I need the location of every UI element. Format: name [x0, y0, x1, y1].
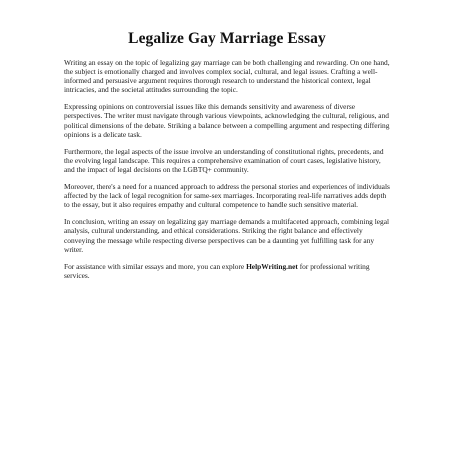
paragraph-personal-stories: Moreover, there's a need for a nuanced approach to address the personal stories and experiences of individuals affected by the lack of legal recognition for same-sex marriages. Incorporating real-life narratives adds depth to the essay, but it also requires empathy and cultural competence to handle such sensitive material.	[64, 182, 390, 210]
paragraph-conclusion: In conclusion, writing an essay on legalizing gay marriage demands a multifaceted approach, combining legal analysis, cultural understanding, and ethical considerations. Striking the right balance and effectively conveying the message while respecting diverse perspectives can be a daunting yet fulfilling task for any writer.	[64, 217, 390, 254]
document-title: Legalize Gay Marriage Essay	[128, 30, 326, 47]
footer-text-after: for professional writing services.	[64, 261, 370, 280]
paragraph-perspectives: Expressing opinions on controversial issues like this demands sensitivity and awareness of diverse perspectives. The writer must navigate through various viewpoints, acknowledging the cultural, religious, and political dimensions of the debate. Striking a balance between a compelling argument and respecting differing opinions is a delicate task.	[64, 102, 390, 139]
paragraph-intro: Writing an essay on the topic of legalizing gay marriage can be both challenging and rewarding. On one hand, the subject is emotionally charged and involves complex social, cultural, and legal issues. Crafting a well-informed and persuasive argument requires thorough research to understand the historical context, legal intricacies, and the societal attitudes surrounding the topic.	[64, 58, 390, 95]
paragraph-legal-aspects: Furthermore, the legal aspects of the issue involve an understanding of constitutional rights, precedents, and the evolving legal landscape. This requires a comprehensive examination of court cases, legislative history, and the impact of legal decisions on the LGBTQ+ community.	[64, 146, 384, 174]
helpwriting-link[interactable]: HelpWriting.net	[246, 261, 298, 271]
footer-text-before: For assistance with similar essays and more, you can explore	[64, 261, 247, 271]
paragraph-footer	[64, 262, 390, 280]
